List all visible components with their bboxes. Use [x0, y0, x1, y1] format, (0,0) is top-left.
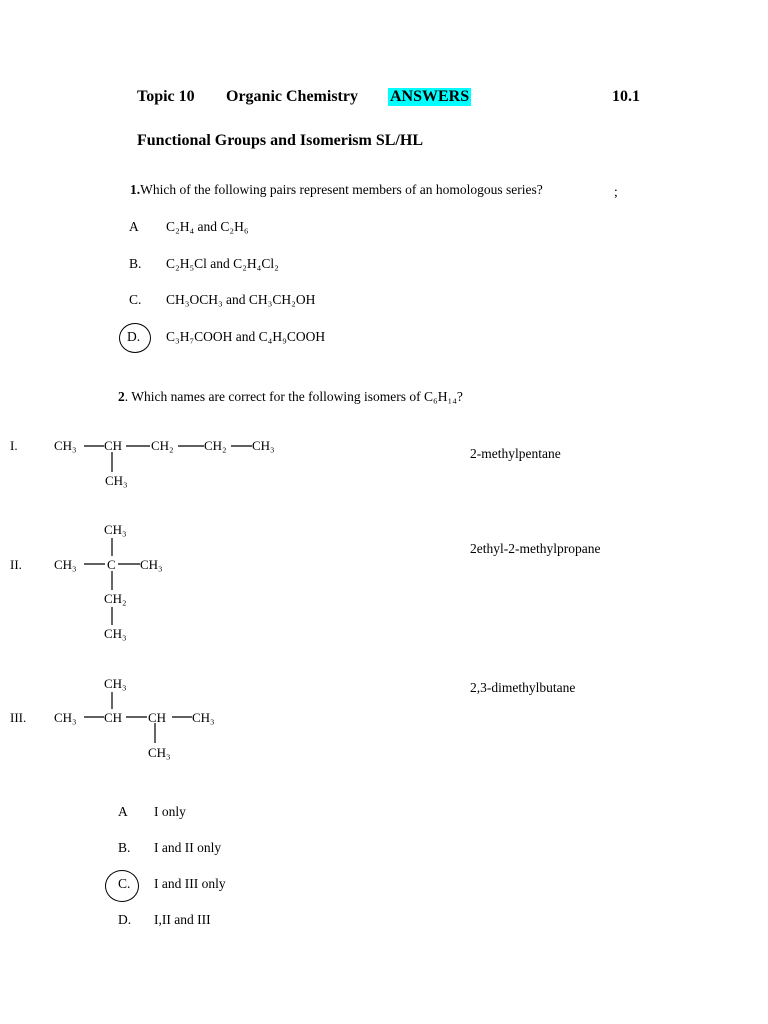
- structure-1-atom: CH₃: [54, 438, 77, 453]
- q1-option-c-letter: C.: [129, 292, 142, 307]
- q1-option-c-text: CH₃OCH₃ and CH₃CH₂OH: [166, 292, 316, 307]
- structure-3-atom: CH₃: [192, 710, 215, 725]
- q1-option-a-text: C₂H₄ and C₂H₆: [166, 219, 249, 234]
- structure-2-atom: CH₃: [140, 557, 163, 572]
- subject-label: Organic Chemistry: [226, 88, 358, 105]
- structure-3-name: 2,3-dimethylbutane: [470, 680, 576, 695]
- q1-option-a-letter: A: [129, 219, 139, 234]
- structure-3-atom: CH₃: [148, 745, 171, 760]
- structure-2-atom: CH₂: [104, 591, 127, 606]
- structure-3-atom: CH: [148, 710, 167, 725]
- structure-1-name: 2-methylpentane: [470, 446, 561, 461]
- structure-3-numeral: III.: [10, 710, 27, 725]
- question-1-text: Which of the following pairs represent members of an homologous series?: [140, 182, 543, 197]
- q1-option-b-text: C₂H₅Cl and C₂H₄Cl₂: [166, 256, 279, 271]
- structure-2-atom: CH₃: [104, 522, 127, 537]
- structure-3-atom: CH: [104, 710, 123, 725]
- q2-option-d-text: I,II and III: [154, 912, 211, 927]
- structure-3-atom: CH₃: [54, 710, 77, 725]
- q1-option-d-text: C₃H₇COOH and C₄H₉COOH: [166, 329, 326, 344]
- q2-option-b-text: I and II only: [154, 840, 222, 855]
- structure-1-atom: CH: [104, 438, 123, 453]
- q2-option-d-letter: D.: [118, 912, 132, 927]
- structure-2-atom: C: [107, 557, 116, 572]
- q2-option-a-letter: A: [118, 804, 128, 819]
- answers-label: ANSWERS: [390, 88, 470, 105]
- q2-option-b-letter: B.: [118, 840, 131, 855]
- structure-2-atom: CH₃: [54, 557, 77, 572]
- page-subtitle: Functional Groups and Isomerism SL/HL: [137, 132, 423, 149]
- structure-1-atom: CH₃: [252, 438, 275, 453]
- q1-option-d-letter: D.: [127, 329, 141, 344]
- structure-3-atom: CH₃: [104, 676, 127, 691]
- structure-2-atom: CH₃: [104, 626, 127, 641]
- q2-option-a-text: I only: [154, 804, 186, 819]
- q2-option-c-text: I and III only: [154, 876, 226, 891]
- structure-2-name: 2ethyl-2-methylpropane: [470, 541, 601, 556]
- q2-option-c-letter: C.: [118, 876, 131, 891]
- structure-1-atom: CH₂: [204, 438, 227, 453]
- structure-1-atom: CH₂: [151, 438, 174, 453]
- topic-label: Topic 10: [137, 88, 195, 105]
- structure-1-atom: CH₃: [105, 473, 128, 488]
- structure-1-numeral: I.: [10, 438, 18, 453]
- question-2-text: . Which names are correct for the following isomers of C₆H₁₄?: [124, 389, 463, 404]
- topic-number: 10.1: [612, 88, 640, 105]
- question-2-number: 2: [118, 389, 125, 404]
- structure-2-numeral: II.: [10, 557, 22, 572]
- q1-option-b-letter: B.: [129, 256, 142, 271]
- stray-mark: ;: [614, 184, 618, 199]
- question-1-number: 1.: [130, 182, 141, 197]
